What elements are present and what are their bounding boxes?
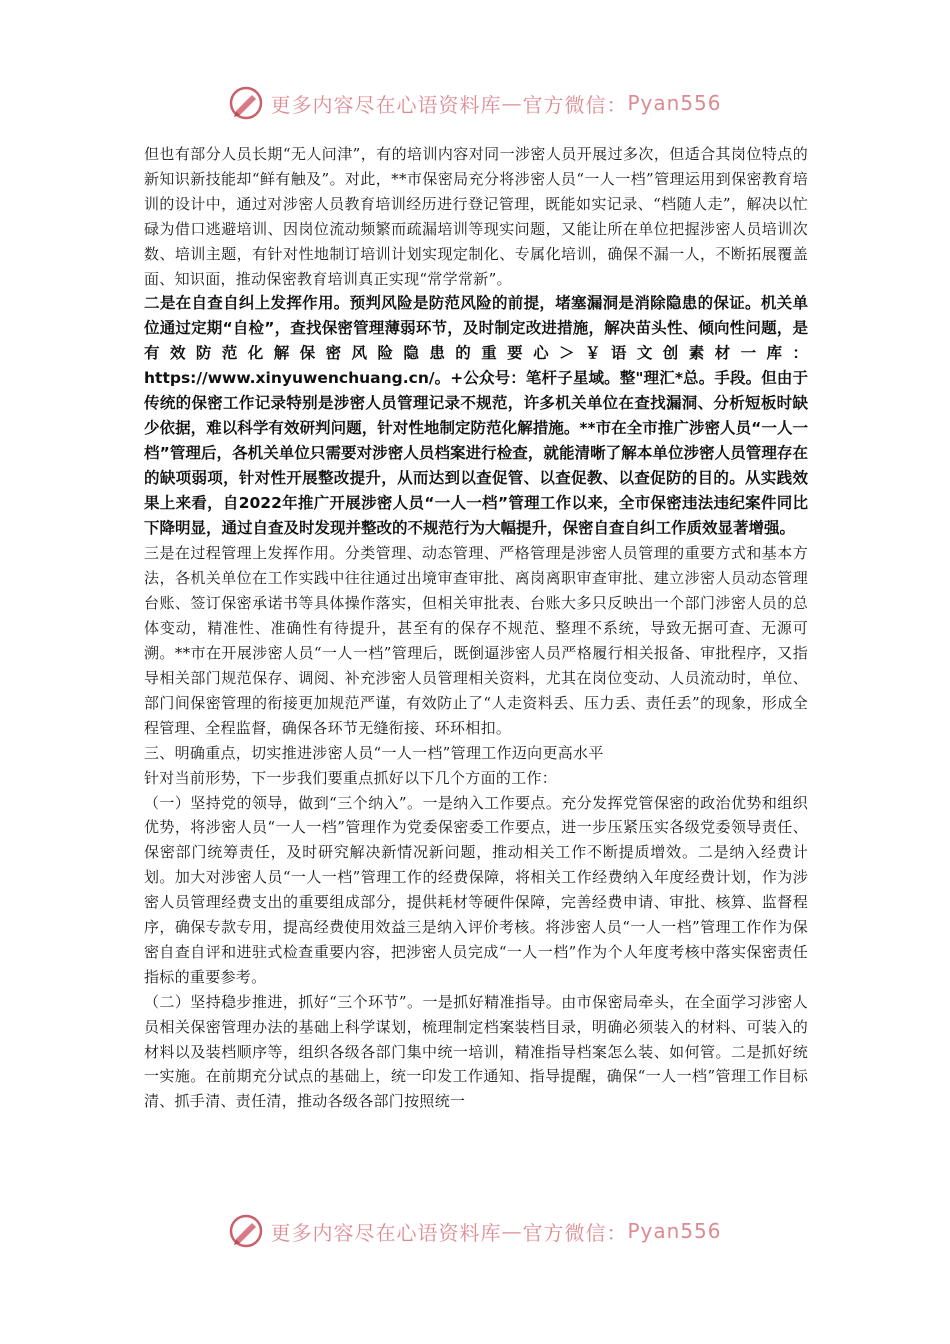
document-body	[144, 142, 808, 1114]
paragraph-bold: 二是在自查自纠上发挥作用。预判风险是防范风险的前提，堵塞漏洞是消除隐患的保证。机关单位通过定期“自检”，查找保密管理薄弱环节，及时制定改进措施，解决苗头性、倾向性问题，是有效防范化解保密风险隐患的重要心＞￥语文创素材一库：https://www.xinyuwenchuang.cn/。+公众号：笔杆子星域。整"理汇*总。手段。但由于传统的保密工作记录特别是涉密人员管理记录不规范，许多机关单位在查找漏洞、分析短板时缺少依据，难以科学有效研判问题，针对性地制定防范化解措施。**市在全市推广涉密人员“一人一档”管理后，各机关单位只需要对涉密人员档案进行检查，就能清晰了解本单位涉密人员管理存在的缺项弱项，针对性开展整改提升，从而达到以查促管、以查促教、以查促防的目的。从实践效果上来看，自2022年推广开展涉密人员“一人一档”管理工作以来，全市保密违法违纪案件同比下降明显，通过自查及时发现并整改的不规范行为大幅提升，保密自查自纠工作质效显著增强。	[144, 294, 808, 538]
paragraph: 但也有部分人员长期“无人问津”，有的培训内容对同一涉密人员开展过多次，但适合其岗位特点的新知识新技能却“鲜有触及”。对此，**市保密局充分将涉密人员“一人一档”管理运用到保密教育培训的设计中，通过对涉密人员教育培训经历进行登记管理，既能如实记录、“档随人走”，解决以忙碌为借口逃避培训、因岗位流动频繁而疏漏培训等现实问题，又能让所在单位把握涉密人员培训次数、培训主题，有针对性地制订培训计划实现定制化、专属化培训，确保不漏一人，不断拓展覆盖面、知识面，推动保密教育培训真正实现“常学常新”。	[144, 145, 808, 288]
banner-dash: —	[501, 91, 523, 115]
header-banner	[0, 80, 950, 126]
banner-dash: —	[501, 1219, 523, 1243]
paragraph: （二）坚持稳步推进，抓好“三个环节”。一是抓好精准指导。由市保密局牵头，在全面学习涉密人员相关保密管理办法的基础上科学谋划，梳理制定档案装档目录，明确必须装入的材料、可装入的材料以及装档顺序等，组织各级各部门集中统一培训，精准指导档案怎么装、如何管。二是抓好统一实施。在前期充分试点的基础上，统一印发工作通知、指导提醒，确保“一人一档”管理工作目标清、抓手清、责任清，推动各级各部门按照统一	[144, 992, 808, 1111]
paragraph: 针对当前形势，下一步我们要重点抓好以下几个方面的工作：	[144, 768, 558, 787]
banner-title: 更多内容尽在心语资料库	[270, 1220, 502, 1245]
banner-wechat-id: Pyan556	[627, 1219, 722, 1243]
pen-logo-icon	[228, 1213, 264, 1249]
footer-banner	[0, 1208, 950, 1254]
banner-wechat-id: Pyan556	[627, 91, 722, 115]
pen-logo-icon	[228, 85, 264, 121]
banner-wechat-label: 官方微信：	[522, 1220, 628, 1245]
paragraph: 三是在过程管理上发挥作用。分类管理、动态管理、严格管理是涉密人员管理的重要方式和基本方法，各机关单位在工作实践中往往通过出境审查审批、离岗离职审查审批、建立涉密人员动态管理台账、签订保密承诺书等具体操作落实，但相关审批表、台账大多只反映出一个部门涉密人员的总体变动，精准性、准确性有待提升，甚至有的保存不规范、整理不系统，导致无据可查、无源可溯。**市在开展涉密人员“一人一档”管理后，既倒逼涉密人员严格履行相关报备、审批程序，又指导相关部门规范保存、调阅、补充涉密人员管理相关资料，尤其在岗位变动、人员流动时，单位、部门间保密管理的衔接更加规范严谨，有效防止了“人走资料丢、压力丢、责任丢”的现象，形成全程管理、全程监督，确保各环节无缝衔接、环环相扣。	[144, 544, 808, 737]
section-heading: 三、明确重点，切实推进涉密人员“一人一档”管理工作迈向更高水平	[144, 743, 604, 762]
banner-wechat-label: 官方微信：	[522, 92, 628, 117]
banner-title: 更多内容尽在心语资料库	[270, 92, 502, 117]
paragraph: （一）坚持党的领导，做到“三个纳入”。一是纳入工作要点。充分发挥党管保密的政治优势和组织优势，将涉密人员“一人一档”管理作为党委保密委工作要点，进一步压紧压实各级党委领导责任、保密部门统筹责任，及时研究解决新情况新问题，推动相关工作不断提质增效。二是纳入经费计划。加大对涉密人员“一人一档”管理工作的经费保障，将相关工作经费纳入年度经费计划，作为涉密人员管理经费支出的重要组成部分，提供耗材等硬件保障，完善经费申请、审批、核算、监督程序，确保专款专用，提高经费使用效益三是纳入评价考核。将涉密人员“一人一档”管理工作作为保密自查自评和进驻式检查重要内容，把涉密人员完成“一人一档”作为个人年度考核中落实保密责任指标的重要参考。	[144, 793, 808, 986]
